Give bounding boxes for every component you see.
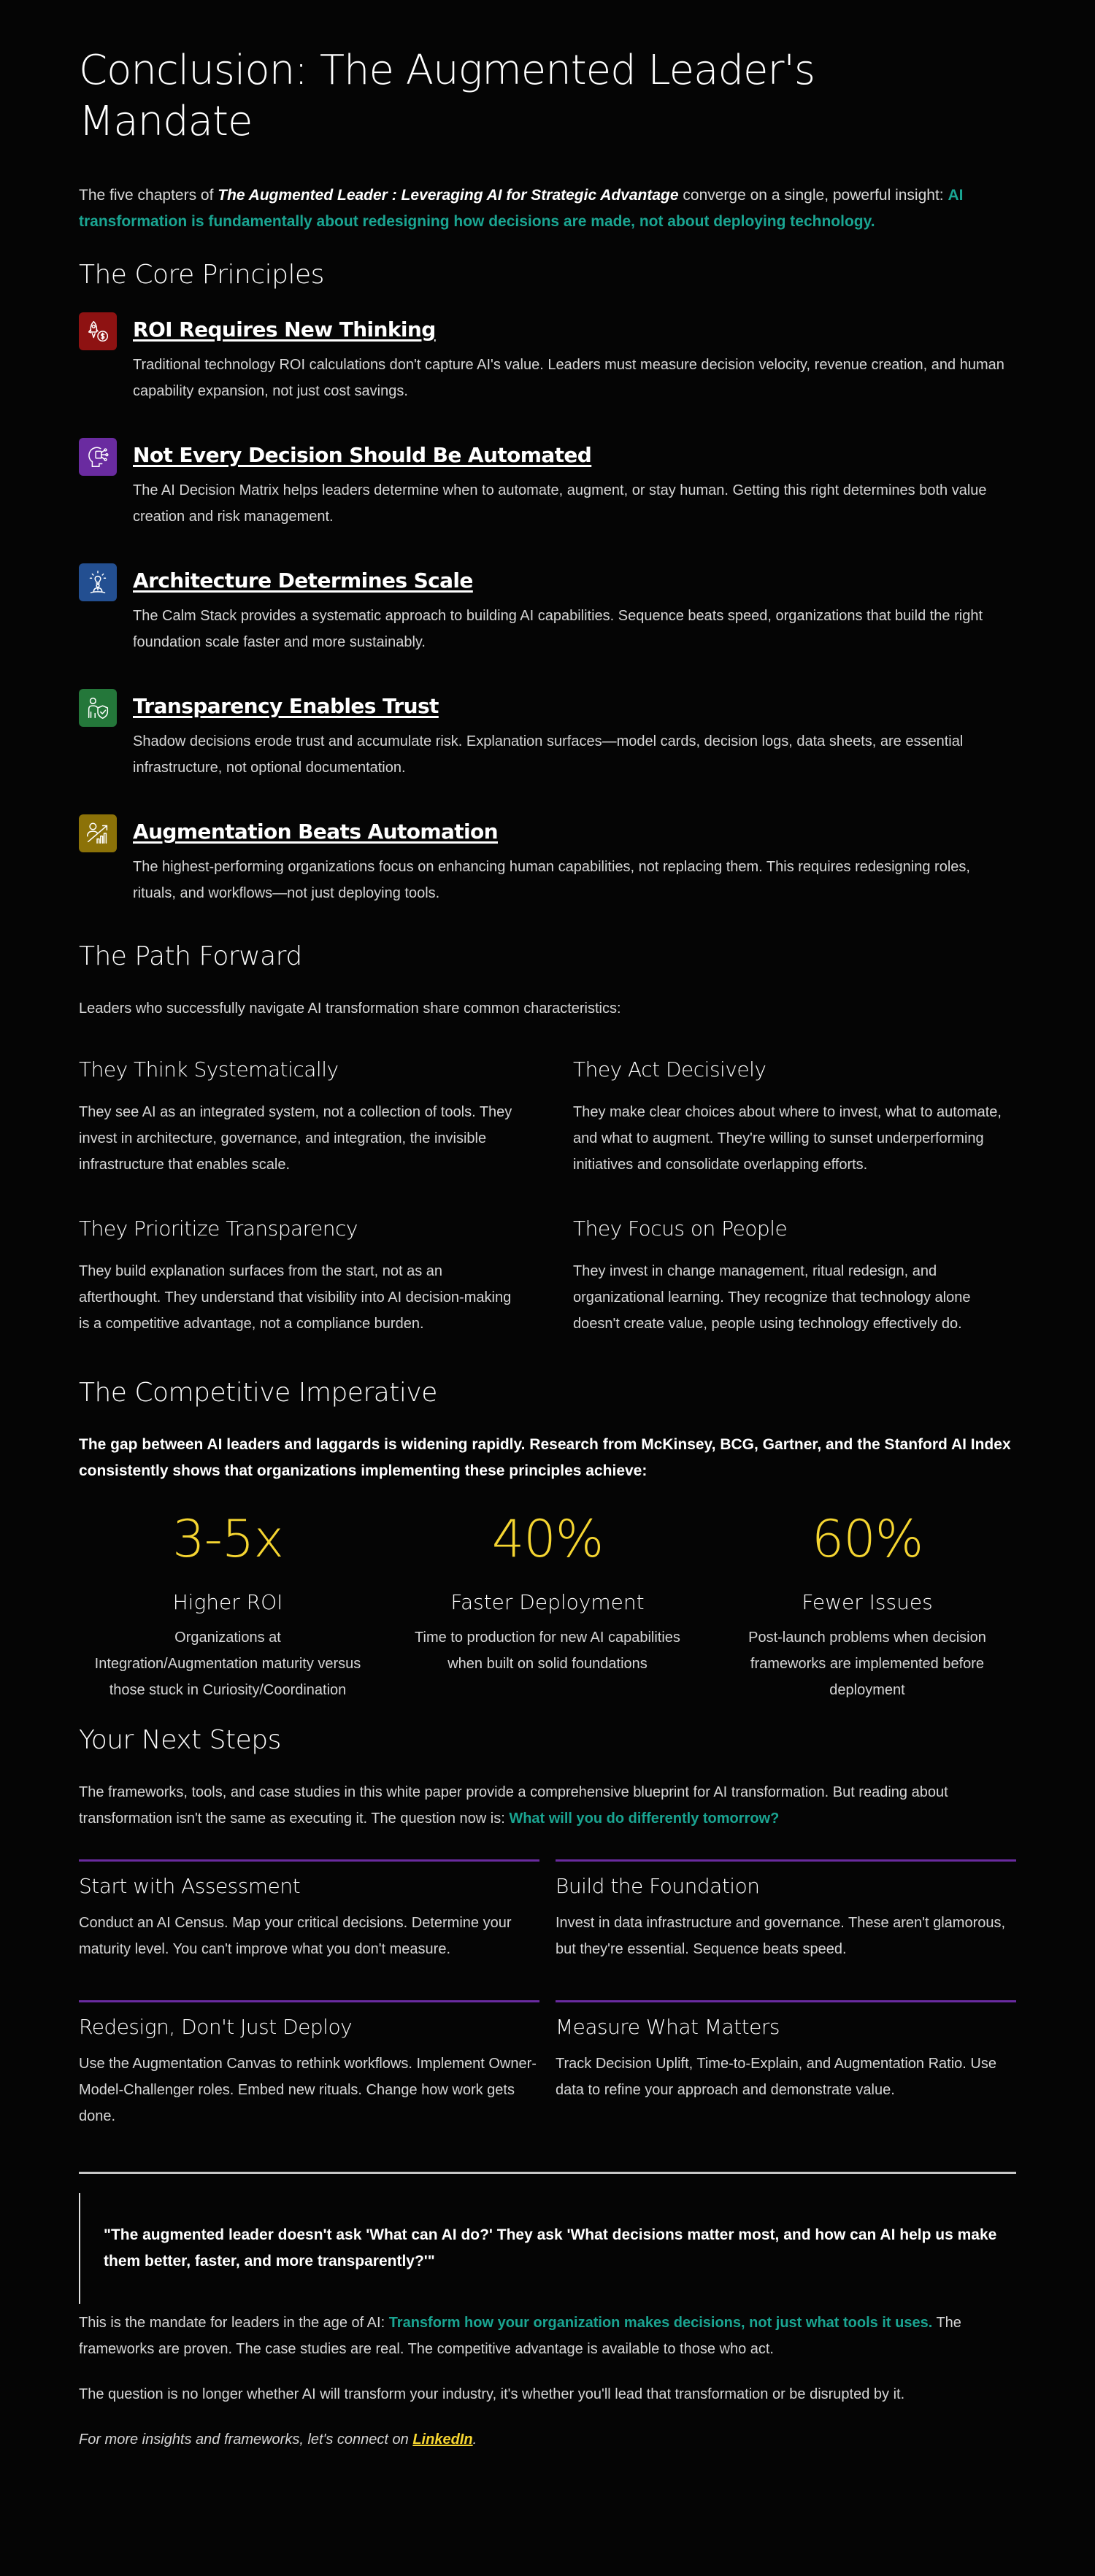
trait-text: They invest in change management, ritual redesign, and organizational learning. They recognize that technology alone doesn't create value, people using technology effectively do. <box>573 1263 971 1332</box>
step-text: Use the Augmentation Canvas to rethink workflows. Implement Owner-Model-Challenger roles. Embed new rituals. Change how work gets done. <box>79 2056 537 2124</box>
stats-row <box>79 1506 1016 1703</box>
stat-label: Fewer Issues <box>802 1590 933 1614</box>
stat-card <box>718 1506 1016 1703</box>
section-divider <box>79 2172 1016 2174</box>
signoff-text: For more insights and frameworks, let's connect on <box>79 2432 413 2448</box>
principle-text: The AI Decision Matrix helps leaders determine when to automate, augment, or stay human. Getting this right determines both value creation and risk management. <box>133 482 987 525</box>
next-steps-intro-text: The frameworks, tools, and case studies in this white paper provide a comprehensive blueprint for AI transformation. But reading about transformation isn't the same as executing it. The question now is: <box>79 1784 948 1827</box>
core-principles-heading: The Core Principles <box>79 260 324 290</box>
path-forward-intro: Leaders who successfully navigate AI transformation share common characteristics: <box>79 1000 621 1017</box>
quote-text: "The augmented leader doesn't ask 'What can AI do?' They ask 'What decisions matter most, and how can AI help us make them better, faster, and more transparently?'" <box>104 2226 997 2270</box>
rocket-dollar-icon <box>79 312 117 350</box>
head-circuit-icon <box>79 438 117 476</box>
intro-prefix: The five chapters of <box>79 187 218 204</box>
closing-quote <box>79 2193 1016 2304</box>
stat-label: Faster Deployment <box>450 1590 645 1614</box>
step-title: Build the Foundation <box>556 1874 760 1898</box>
trait-title: They Focus on People <box>573 1216 788 1241</box>
linkedin-link[interactable]: LinkedIn <box>412 2432 473 2448</box>
trait-text: They make clear choices about where to invest, what to automate, and what to augment. They're willing to sunset underperforming initiatives and consolidate overlapping efforts. <box>573 1104 1002 1173</box>
principle-text: Shadow decisions erode trust and accumulate risk. Explanation surfaces—model cards, decision logs, data sheets, are essential infrastructure, not optional documentation. <box>133 733 964 776</box>
closing-question: The question is no longer whether AI will transform your industry, it's whether you'll lead that transformation or be disrupted by it. <box>79 2386 905 2402</box>
principle-text: Traditional technology ROI calculations don't capture AI's value. Leaders must measure decision velocity, revenue creation, and human capability expansion, not just cost savings. <box>133 357 1004 399</box>
trait-text: They build explanation surfaces from the start, not as an afterthought. They understand that visibility into AI decision-making is a competitive advantage, not a compliance burden. <box>79 1263 512 1332</box>
competitive-lead: The gap between AI leaders and laggards is widening rapidly. Research from McKinsey, BCG, Gartner, and the Stanford AI Index consistently shows that organizations implementing these principles achieve: <box>79 1436 1011 1479</box>
page-title: Conclusion: The Augmented Leader's Mandate <box>79 47 815 145</box>
next-steps-intro <box>79 1779 1016 1832</box>
intro-highlight: AI transformation is fundamentally about redesigning how decisions are made, not about deploying technology. <box>79 187 964 230</box>
book-title: The Augmented Leader : Leveraging AI for Strategic Advantage <box>218 187 679 204</box>
intro-paragraph <box>79 182 1016 235</box>
principle-title[interactable]: Not Every Decision Should Be Automated <box>133 443 592 467</box>
step-title: Measure What Matters <box>556 2015 780 2039</box>
traits-grid <box>79 1055 1016 1337</box>
trait-card <box>79 1214 522 1337</box>
step-title: Redesign, Don't Just Deploy <box>79 2015 353 2039</box>
principle-item <box>79 563 1016 655</box>
principle-text: The Calm Stack provides a systematic approach to building AI capabilities. Sequence beats speed, organizations that build the right foundation scale faster and more sustainably. <box>133 608 983 650</box>
step-card <box>79 1859 539 1962</box>
trait-title: They Prioritize Transparency <box>79 1216 358 1241</box>
principle-item <box>79 689 1016 781</box>
principle-title[interactable]: ROI Requires New Thinking <box>133 317 436 342</box>
person-shield-icon <box>79 689 117 727</box>
stat-card <box>399 1506 696 1703</box>
lightbulb-meditation-icon <box>79 563 117 601</box>
stat-description: Time to production for new AI capabilities when built on solid foundations <box>415 1630 680 1672</box>
trait-card <box>573 1055 1016 1178</box>
stat-card <box>79 1506 377 1703</box>
signoff-suffix: . <box>472 2432 477 2448</box>
step-text: Track Decision Uplift, Time-to-Explain, and Augmentation Ratio. Use data to refine your approach and demonstrate value. <box>556 2056 996 2098</box>
principle-title[interactable]: Augmentation Beats Automation <box>133 820 498 844</box>
next-steps-heading: Your Next Steps <box>79 1725 281 1755</box>
stat-value: 60% <box>811 1509 923 1569</box>
signoff <box>79 2426 1016 2453</box>
stat-label: Higher ROI <box>172 1590 283 1614</box>
principle-title[interactable]: Transparency Enables Trust <box>133 694 439 718</box>
trait-card <box>79 1055 522 1178</box>
principle-text: The highest-performing organizations focus on enhancing human capabilities, not replacing them. This requires redesigning roles, rituals, and workflows—not just deploying tools. <box>133 859 970 901</box>
path-forward-heading: The Path Forward <box>79 941 302 971</box>
steps-grid <box>79 1859 1016 2129</box>
trait-title: They Think Systematically <box>79 1057 339 1081</box>
stat-value: 3-5x <box>172 1509 283 1569</box>
competitive-heading: The Competitive Imperative <box>79 1378 437 1408</box>
next-steps-highlight: What will you do differently tomorrow? <box>509 1810 780 1827</box>
closing-highlight: Transform how your organization makes decisions, not just what tools it uses. <box>388 2315 933 2331</box>
step-card <box>556 1859 1016 1962</box>
closing-suffix: The frameworks are proven. The case studies are real. The competitive advantage is available to those who act. <box>79 2315 961 2357</box>
closing-paragraph <box>79 2310 1016 2362</box>
intro-middle: converge on a single, powerful insight: <box>678 187 948 204</box>
principle-item <box>79 312 1016 404</box>
person-growth-chart-icon <box>79 814 117 852</box>
stat-description: Organizations at Integration/Augmentation maturity versus those stuck in Curiosity/Coordination <box>94 1630 361 1698</box>
stat-description: Post-launch problems when decision frameworks are implemented before deployment <box>748 1630 986 1698</box>
step-text: Invest in data infrastructure and governance. These aren't glamorous, but they're essential. Sequence beats speed. <box>556 1915 1006 1957</box>
step-title: Start with Assessment <box>79 1874 301 1898</box>
step-text: Conduct an AI Census. Map your critical decisions. Determine your maturity level. You can't improve what you don't measure. <box>79 1915 512 1957</box>
principle-title[interactable]: Architecture Determines Scale <box>133 568 473 593</box>
principle-item <box>79 814 1016 906</box>
trait-card <box>573 1214 1016 1337</box>
step-card <box>79 2000 539 2129</box>
trait-text: They see AI as an integrated system, not a collection of tools. They invest in architecture, governance, and integration, the invisible infrastructure that enables scale. <box>79 1104 512 1173</box>
closing-prefix: This is the mandate for leaders in the age of AI: <box>79 2315 389 2331</box>
principle-item <box>79 438 1016 530</box>
step-card <box>556 2000 1016 2129</box>
stat-value: 40% <box>491 1509 604 1569</box>
principles-list <box>79 312 1016 906</box>
trait-title: They Act Decisively <box>573 1057 766 1081</box>
